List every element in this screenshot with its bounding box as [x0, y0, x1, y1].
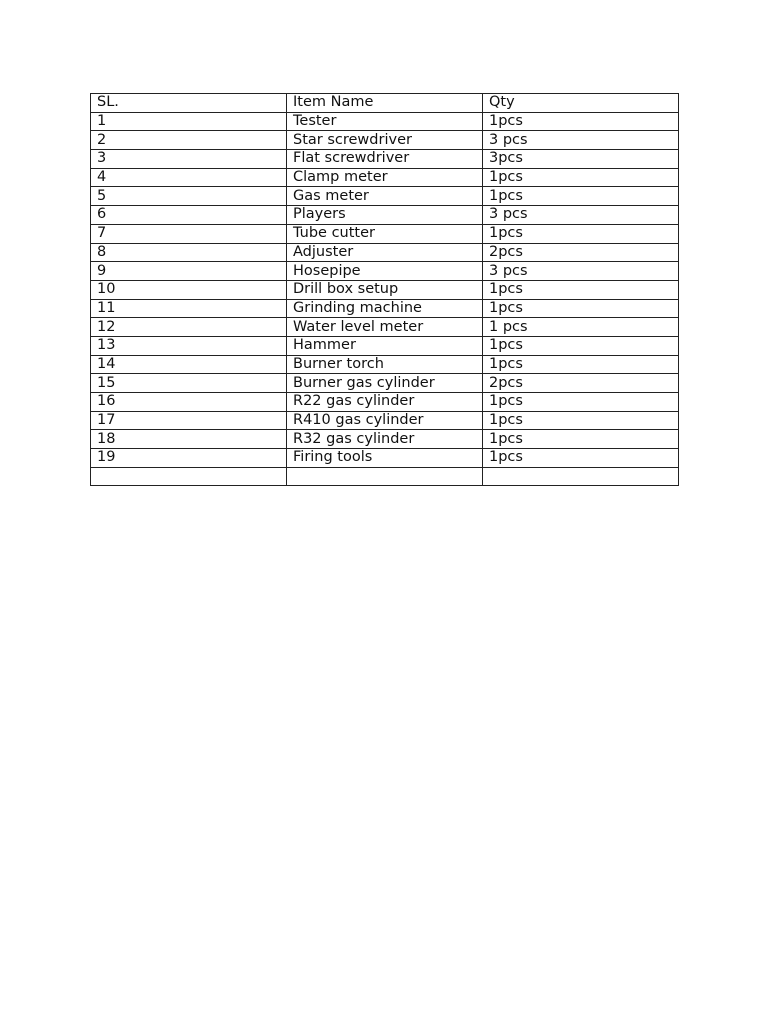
table-row	[91, 411, 679, 430]
cell-sl: 6	[91, 206, 287, 225]
table-row	[91, 112, 679, 131]
cell-item-name: Clamp meter	[287, 168, 483, 187]
table-row	[91, 393, 679, 412]
cell-item-name: Burner gas cylinder	[287, 374, 483, 393]
cell-item-name: Water level meter	[287, 318, 483, 337]
table-row	[91, 131, 679, 150]
cell-sl: 8	[91, 243, 287, 262]
cell-qty: 1pcs	[483, 299, 679, 318]
table-row	[91, 280, 679, 299]
cell-qty: 1pcs	[483, 430, 679, 449]
cell-qty: 1pcs	[483, 168, 679, 187]
cell-item-name: Firing tools	[287, 449, 483, 468]
cell-item-name	[287, 467, 483, 486]
table-row	[91, 243, 679, 262]
header-qty: Qty	[483, 94, 679, 113]
table-row	[91, 187, 679, 206]
cell-item-name: Star screwdriver	[287, 131, 483, 150]
cell-qty: 1pcs	[483, 224, 679, 243]
cell-qty: 3 pcs	[483, 131, 679, 150]
cell-item-name: Flat screwdriver	[287, 150, 483, 169]
cell-item-name: R22 gas cylinder	[287, 393, 483, 412]
cell-item-name: Gas meter	[287, 187, 483, 206]
cell-item-name: Players	[287, 206, 483, 225]
table-row	[91, 224, 679, 243]
cell-sl: 18	[91, 430, 287, 449]
cell-sl: 12	[91, 318, 287, 337]
cell-sl: 13	[91, 336, 287, 355]
cell-item-name: Tester	[287, 112, 483, 131]
table-row	[91, 449, 679, 468]
cell-item-name: Drill box setup	[287, 280, 483, 299]
table-row-empty	[91, 467, 679, 486]
cell-qty	[483, 467, 679, 486]
cell-qty: 1pcs	[483, 112, 679, 131]
cell-sl: 7	[91, 224, 287, 243]
table-header-row	[91, 94, 679, 113]
cell-sl: 16	[91, 393, 287, 412]
cell-item-name: Tube cutter	[287, 224, 483, 243]
cell-qty: 3 pcs	[483, 206, 679, 225]
cell-item-name: Hammer	[287, 336, 483, 355]
cell-sl: 17	[91, 411, 287, 430]
cell-qty: 1pcs	[483, 187, 679, 206]
cell-qty: 1 pcs	[483, 318, 679, 337]
cell-qty: 2pcs	[483, 374, 679, 393]
cell-qty: 1pcs	[483, 393, 679, 412]
table-row	[91, 430, 679, 449]
table-row	[91, 374, 679, 393]
cell-qty: 1pcs	[483, 280, 679, 299]
table-row	[91, 150, 679, 169]
cell-item-name: Adjuster	[287, 243, 483, 262]
cell-sl: 11	[91, 299, 287, 318]
cell-qty: 2pcs	[483, 243, 679, 262]
header-item-name: Item Name	[287, 94, 483, 113]
cell-qty: 1pcs	[483, 336, 679, 355]
table-row	[91, 336, 679, 355]
table-row	[91, 262, 679, 281]
table-row	[91, 355, 679, 374]
cell-sl: 2	[91, 131, 287, 150]
cell-qty: 3 pcs	[483, 262, 679, 281]
cell-item-name: Grinding machine	[287, 299, 483, 318]
cell-sl: 3	[91, 150, 287, 169]
cell-sl: 10	[91, 280, 287, 299]
items-table	[90, 93, 679, 486]
cell-sl: 19	[91, 449, 287, 468]
cell-sl: 1	[91, 112, 287, 131]
cell-qty: 1pcs	[483, 411, 679, 430]
cell-qty: 3pcs	[483, 150, 679, 169]
table-row	[91, 206, 679, 225]
cell-sl: 4	[91, 168, 287, 187]
cell-qty: 1pcs	[483, 449, 679, 468]
cell-sl: 14	[91, 355, 287, 374]
cell-item-name: Burner torch	[287, 355, 483, 374]
cell-item-name: Hosepipe	[287, 262, 483, 281]
cell-item-name: R410 gas cylinder	[287, 411, 483, 430]
cell-item-name: R32 gas cylinder	[287, 430, 483, 449]
header-sl: SL.	[91, 94, 287, 113]
cell-sl	[91, 467, 287, 486]
table-row	[91, 299, 679, 318]
cell-sl: 5	[91, 187, 287, 206]
cell-qty: 1pcs	[483, 355, 679, 374]
cell-sl: 15	[91, 374, 287, 393]
table-row	[91, 318, 679, 337]
cell-sl: 9	[91, 262, 287, 281]
table-row	[91, 168, 679, 187]
